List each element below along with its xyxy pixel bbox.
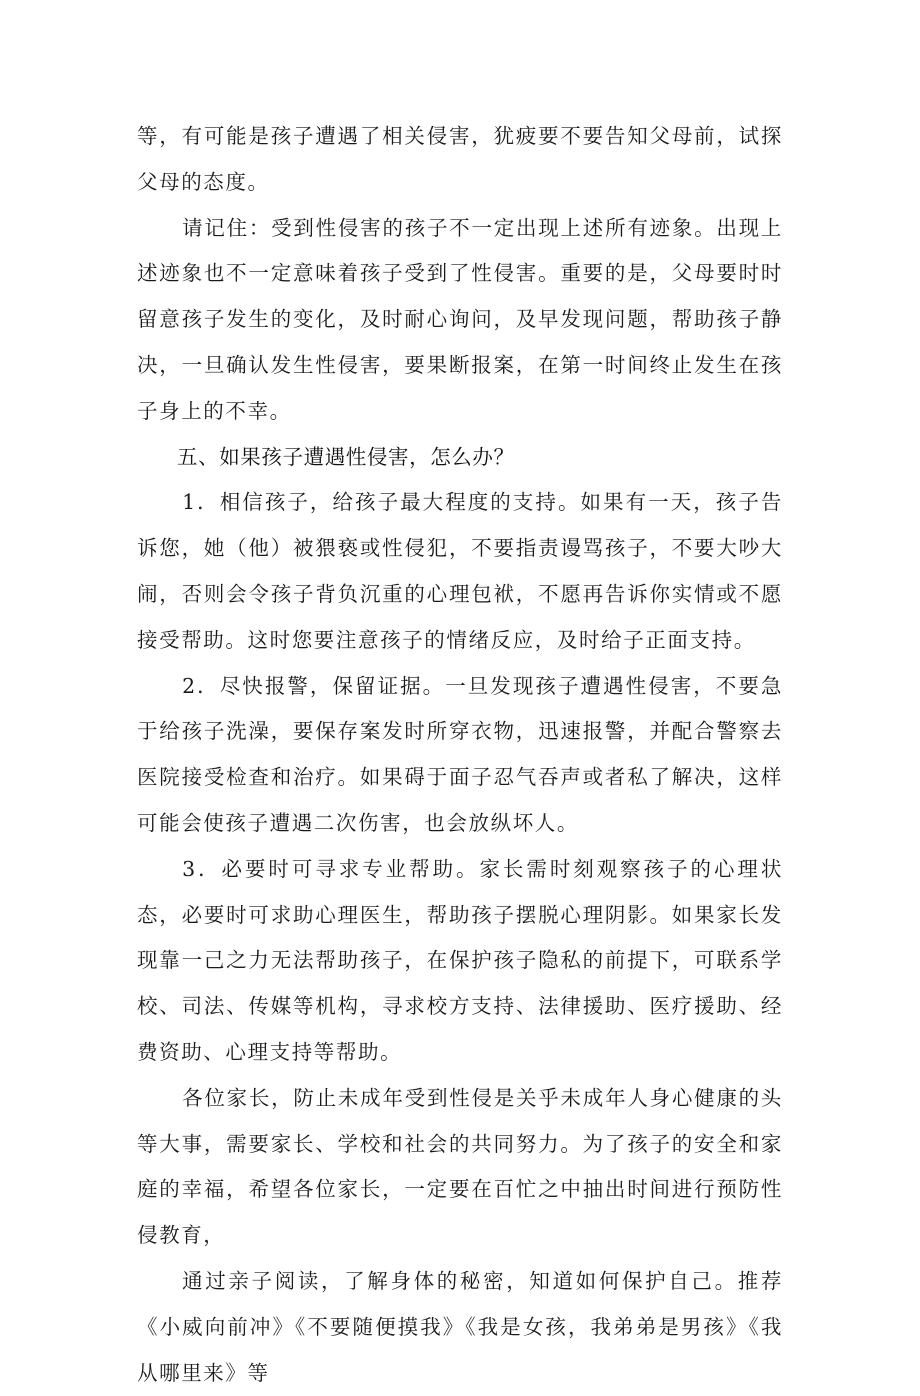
document-body bbox=[137, 114, 783, 1396]
paragraph-reading-recommendation: 通过亲子阅读，了解身体的秘密，知道如何保护自己。推荐《小威向前冲》《不要随便摸我》《我是女孩，我弟弟是男孩》《我从哪里来》等 bbox=[137, 1268, 783, 1385]
paragraph-item-3: 3．必要时可寻求专业帮助。家长需时刻观察孩子的心理状态，必要时可求助心理医生，帮助孩子摆脱心理阴影。如果家长发现靠一己之力无法帮助孩子，在保护孩子隐私的前提下，可联系学校、司法、传媒等机构，寻求校方支持、法律援助、医疗援助、经费资助、心理支持等帮助。 bbox=[137, 856, 783, 1064]
paragraph-parents-appeal: 各位家长，防止未成年受到性侵是关乎未成年人身心健康的头等大事，需要家长、学校和社会的共同努力。为了孩子的安全和家庭的幸福，希望各位家长，一定要在百忙之中抽出时间进行预防性侵教育， bbox=[137, 1085, 783, 1248]
paragraph-item-1: 1．相信孩子，给孩子最大程度的支持。如果有一天，孩子告诉您，她（他）被猥亵或性侵犯，不要指责谩骂孩子，不要大吵大闹，否则会令孩子背负沉重的心理包袱，不愿再告诉你实情或不愿接受帮助。这时您要注意孩子的情绪反应，及时给子正面支持。 bbox=[137, 490, 783, 652]
paragraph-continuation: 等，有可能是孩子遭遇了相关侵害，犹疲要不要告知父母前，试探父母的态度。 bbox=[137, 124, 783, 194]
paragraph-reminder: 请记住：受到性侵害的孩子不一定出现上述所有迹象。出现上述迹象也不一定意味着孩子受到了性侵害。重要的是，父母要时时留意孩子发生的变化，及时耐心询问，及早发现问题，帮助孩子静决，一旦确认发生性侵害，要果断报案，在第一时间终止发生在孩子身上的不幸。 bbox=[137, 215, 783, 423]
paragraph-item-2: 2．尽快报警，保留证据。一旦发现孩子遭遇性侵害，不要急于给孩子洗澡，要保存案发时所穿衣物，迅速报警，并配合警察去医院接受检查和治疗。如果碍于面子忍气吞声或者私了解决，这样可能会使孩子遭遇二次伤害，也会放纵坏人。 bbox=[137, 673, 783, 835]
section-heading-five: 五、如果孩子遭遇性侵害，怎么办？ bbox=[177, 444, 515, 469]
